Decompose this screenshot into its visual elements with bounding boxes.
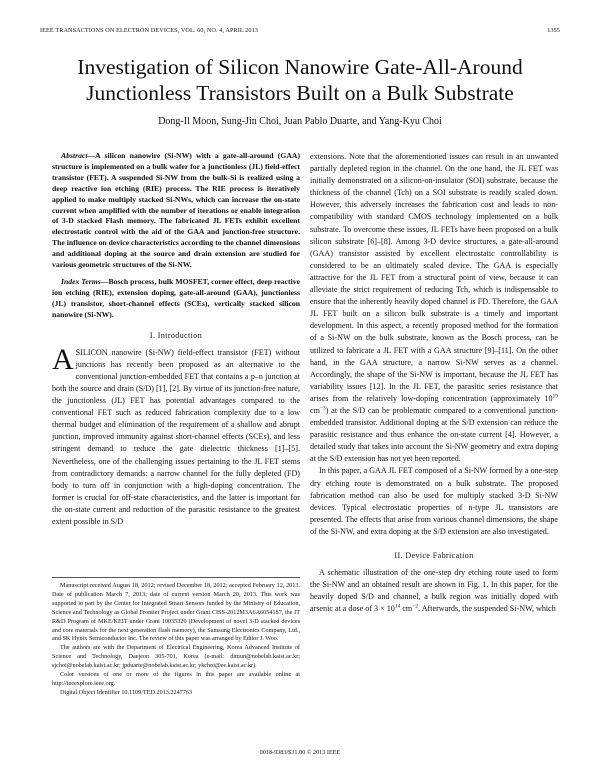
- section-heading-device-fabrication: II. Device Fabrication: [394, 551, 474, 560]
- exponent-14: 14: [394, 603, 401, 610]
- unit-cm: cm: [310, 405, 320, 415]
- title-line-1: Investigation of Silicon Nanowire Gate-All-Around: [77, 55, 523, 79]
- index-terms: [52, 277, 300, 321]
- drop-cap: A: [52, 342, 74, 376]
- author-list: Dong-Il Moon, Sung-Jin Choi, Juan Pablo Duarte, and Yang-Kyu Choi: [158, 116, 442, 127]
- footnote-doi: Digital Object Identifier 10.1109/TED.2013.2247763: [60, 688, 193, 696]
- unit-cm-2: cm: [400, 604, 413, 614]
- paper-title: [40, 54, 560, 106]
- footnote-manuscript: Manuscript received August 18, 2012; revised December 18, 2012; accepted February 12, 2013. Date of publication March 7, 2013; date of current version March 20, 2013. This work was supported in part by the Center for Integrated Smart Sensors funded by the Ministry of Education, Science and Technology as Global Frontier Project under Grant CISS-2012M3A6A6054187, the IT R&D Program of MKE/KEIT under Grant 10035320 (Development of novel 3-D stacked devices and core materials for the next generation flash memory), the Samsung Electronics Company, Ltd., and SK Hynix Semiconductor Inc. The review of this paper was arranged by Editor J. Woo.: [52, 582, 300, 643]
- right-paragraph-1-text: extensions. Note that the aforementioned issues can result in an unwanted partially depleted region in the channel. On the one hand, the JL FET was initially demonstrated on a silicon-on-insulator (SOI) substrate, because the thickness of the channel (Tch) on a SOI substrate is readily scaled down. However, this adversely increases the fabrication cost and leads to non-compatibility with standard CMOS technology implemented on a bulk substrate. To overcome these issues, JL FETs have been proposed on a bulk silicon substrate [6]–[8]. Among 3-D device structures, a gate-all-around (GAA) transistor assisted by excellent electrostatic controllability is considered to be an ultimately scaled device. The GAA is especially attractive for the JL FET from a structural point of view, because it can alleviate the strict requirement of reducing Tch, which is indispensable to ensure that the inherently heavily doped channel is FD. Therefore, the GAA JL FET built on a silicon bulk substrate is a timely and important development. In this aspect, a recently proposed method for the formation of a Si-NW on the bulk substrate, known as the Bosch process, can be utilized to fabricate a JL FET with a GAA structure [9]–[11]. On the other hand, in the GAA structure, a narrow Si-NW serves as a channel. Accordingly, the shape of the Si-NW is important, because the JL FET has variability issues [12]. In the JL FET, the parasitic series resistance that arises from the relatively low-doping concentration (approximately 10: [310, 152, 558, 403]
- introduction-text: SILICON nanowire (Si-NW) field-effect transistor (FET) without junctions has recently been proposed as an alternative to the conventional junction-embedded FET that contains a p–n junction at both the source and drain (S/D) [1], [2]. By virtue of its junction-free nature, the junctionless (JL) FET has potential advantages compared to the conventional FET such as reduced fabrication complexity due to a low thermal budget and elimination of the requirement of a shallow and abrupt junction, improved immunity against short-channel effects (SCEs), and less stringent demand to reduce the gate dielectric thickness [1]–[5]. Nevertheless, one of the challenging issues pertaining to the JL FET stems from contradictory demands: a narrow channel for the fully depleted (FD) body to turn off in conjunction with a high-doping concentration. The former is crucial for off-state characteristics, and the latter is important for the on-state current and reduction of the parasitic resistance to the greatest extent possible in S/D: [52, 347, 300, 526]
- page-number: 1355: [547, 27, 560, 34]
- right-paragraph-2: In this paper, a GAA JL FET composed of a Si-NW formed by a one-step dry etching route is demonstrated on a bulk substrate. The proposed fabrication method can also be used for multiply stacked 3-D Si-NW devices. Typical electrostatic properties of n-type JL transistors are presented. The effects that arise from various channel dimensions, the shape of the Si-NW, and extra doping at the S/D extension are also investigated.: [310, 466, 558, 536]
- running-header: [40, 27, 560, 37]
- right-column: [310, 151, 558, 615]
- introduction-paragraph: [52, 342, 300, 528]
- title-line-2: Junctionless Transistors Built on a Bulk Substrate: [86, 81, 514, 105]
- right-paragraph-3-text: A schematic illustration of the one-step dry etching route used to form the Si-NW and an obtained result are shown in Fig. 1. In this paper, for the heavily doped S/D and channel, a bulk region was initially doped with arsenic at a dose of 3 × 10: [310, 568, 558, 614]
- section-heading-introduction: I. Introduction: [149, 330, 203, 340]
- footnotes: [52, 577, 300, 698]
- abstract-text: —A silicon nanowire (Si-NW) with a gate-all-around (GAA) structure is implemented on a bulk wafer for a junctionless (JL) field-effect transistor (FET). A suspended Si-NW from the bulk-Si is realized using a deep reactive ion etching (RIE) process. The RIE process is iteratively applied to make multiply stacked Si-NWs, which can increase the on-state current when amplified with the number of iterations or enable integration of 3-D stacked Flash memory. The fabricated JL FETs exhibit excellent electrostatic control with the aid of the GAA and junction-free structure. The influence on device characteristics according to the channel dimensions and additional doping at the source and drain extension are studied for various geometric structures of the Si-NW.: [52, 151, 300, 270]
- abstract-label: Abstract: [61, 151, 88, 160]
- journal-name: IEEE TRANSACTIONS ON ELECTRON DEVICES, VOL. 60, NO. 4, APRIL 2013: [40, 27, 258, 34]
- right-paragraph-3: [310, 567, 558, 615]
- exponent-minus-2: −2: [412, 603, 419, 610]
- right-paragraph-3-end: . Afterwards, the suspended Si-NW, which: [418, 604, 556, 614]
- abstract: [52, 151, 300, 271]
- footnote-affiliation: The authors are with the Department of Electrical Engineering, Korea Advanced Institute of Science and Technology, Daejeon 305-701, Korea (e-mail: dimun@nobelab.kaist.ac.kr; sjchoi@nobelab.kaist.ac.kr; jpduarte@nobelab.kaist.ac.kr; ykchoi@ee.kaist.ac.kr).: [52, 644, 300, 670]
- right-paragraph-1-end: ) at the S/D can be problematic compared to a conventional junction-embedded transistor. Additional doping at the S/D extension can reduce the parasitic resistance and thus enhance the on-state current [4]. However, a detailed study that takes into account the Si-NW geometry and extra doping at the S/D extension has not yet been reported.: [310, 405, 558, 464]
- exponent-minus-3: −3: [319, 405, 326, 412]
- right-paragraph-1: [310, 151, 558, 465]
- left-column: [52, 151, 300, 528]
- footnote-color-versions: Color versions of one or more of the figures in this paper are available online at http://ieeexplore.ieee.org.: [52, 671, 300, 687]
- index-terms-text: —Bosch process, bulk MOSFET, corner effect, deep reactive ion etching (RIE), extension doping, gate-all-around (GAA), junctionless (JL) transistor, short-channel effects (SCEs), vertically stacked silicon nanowire (Si-NW).: [52, 276, 301, 319]
- exponent-19: 19: [552, 393, 558, 400]
- index-terms-label: Index Terms: [61, 276, 101, 286]
- copyright-footer: 0018-9383/$31.00 © 2013 IEEE: [259, 749, 341, 756]
